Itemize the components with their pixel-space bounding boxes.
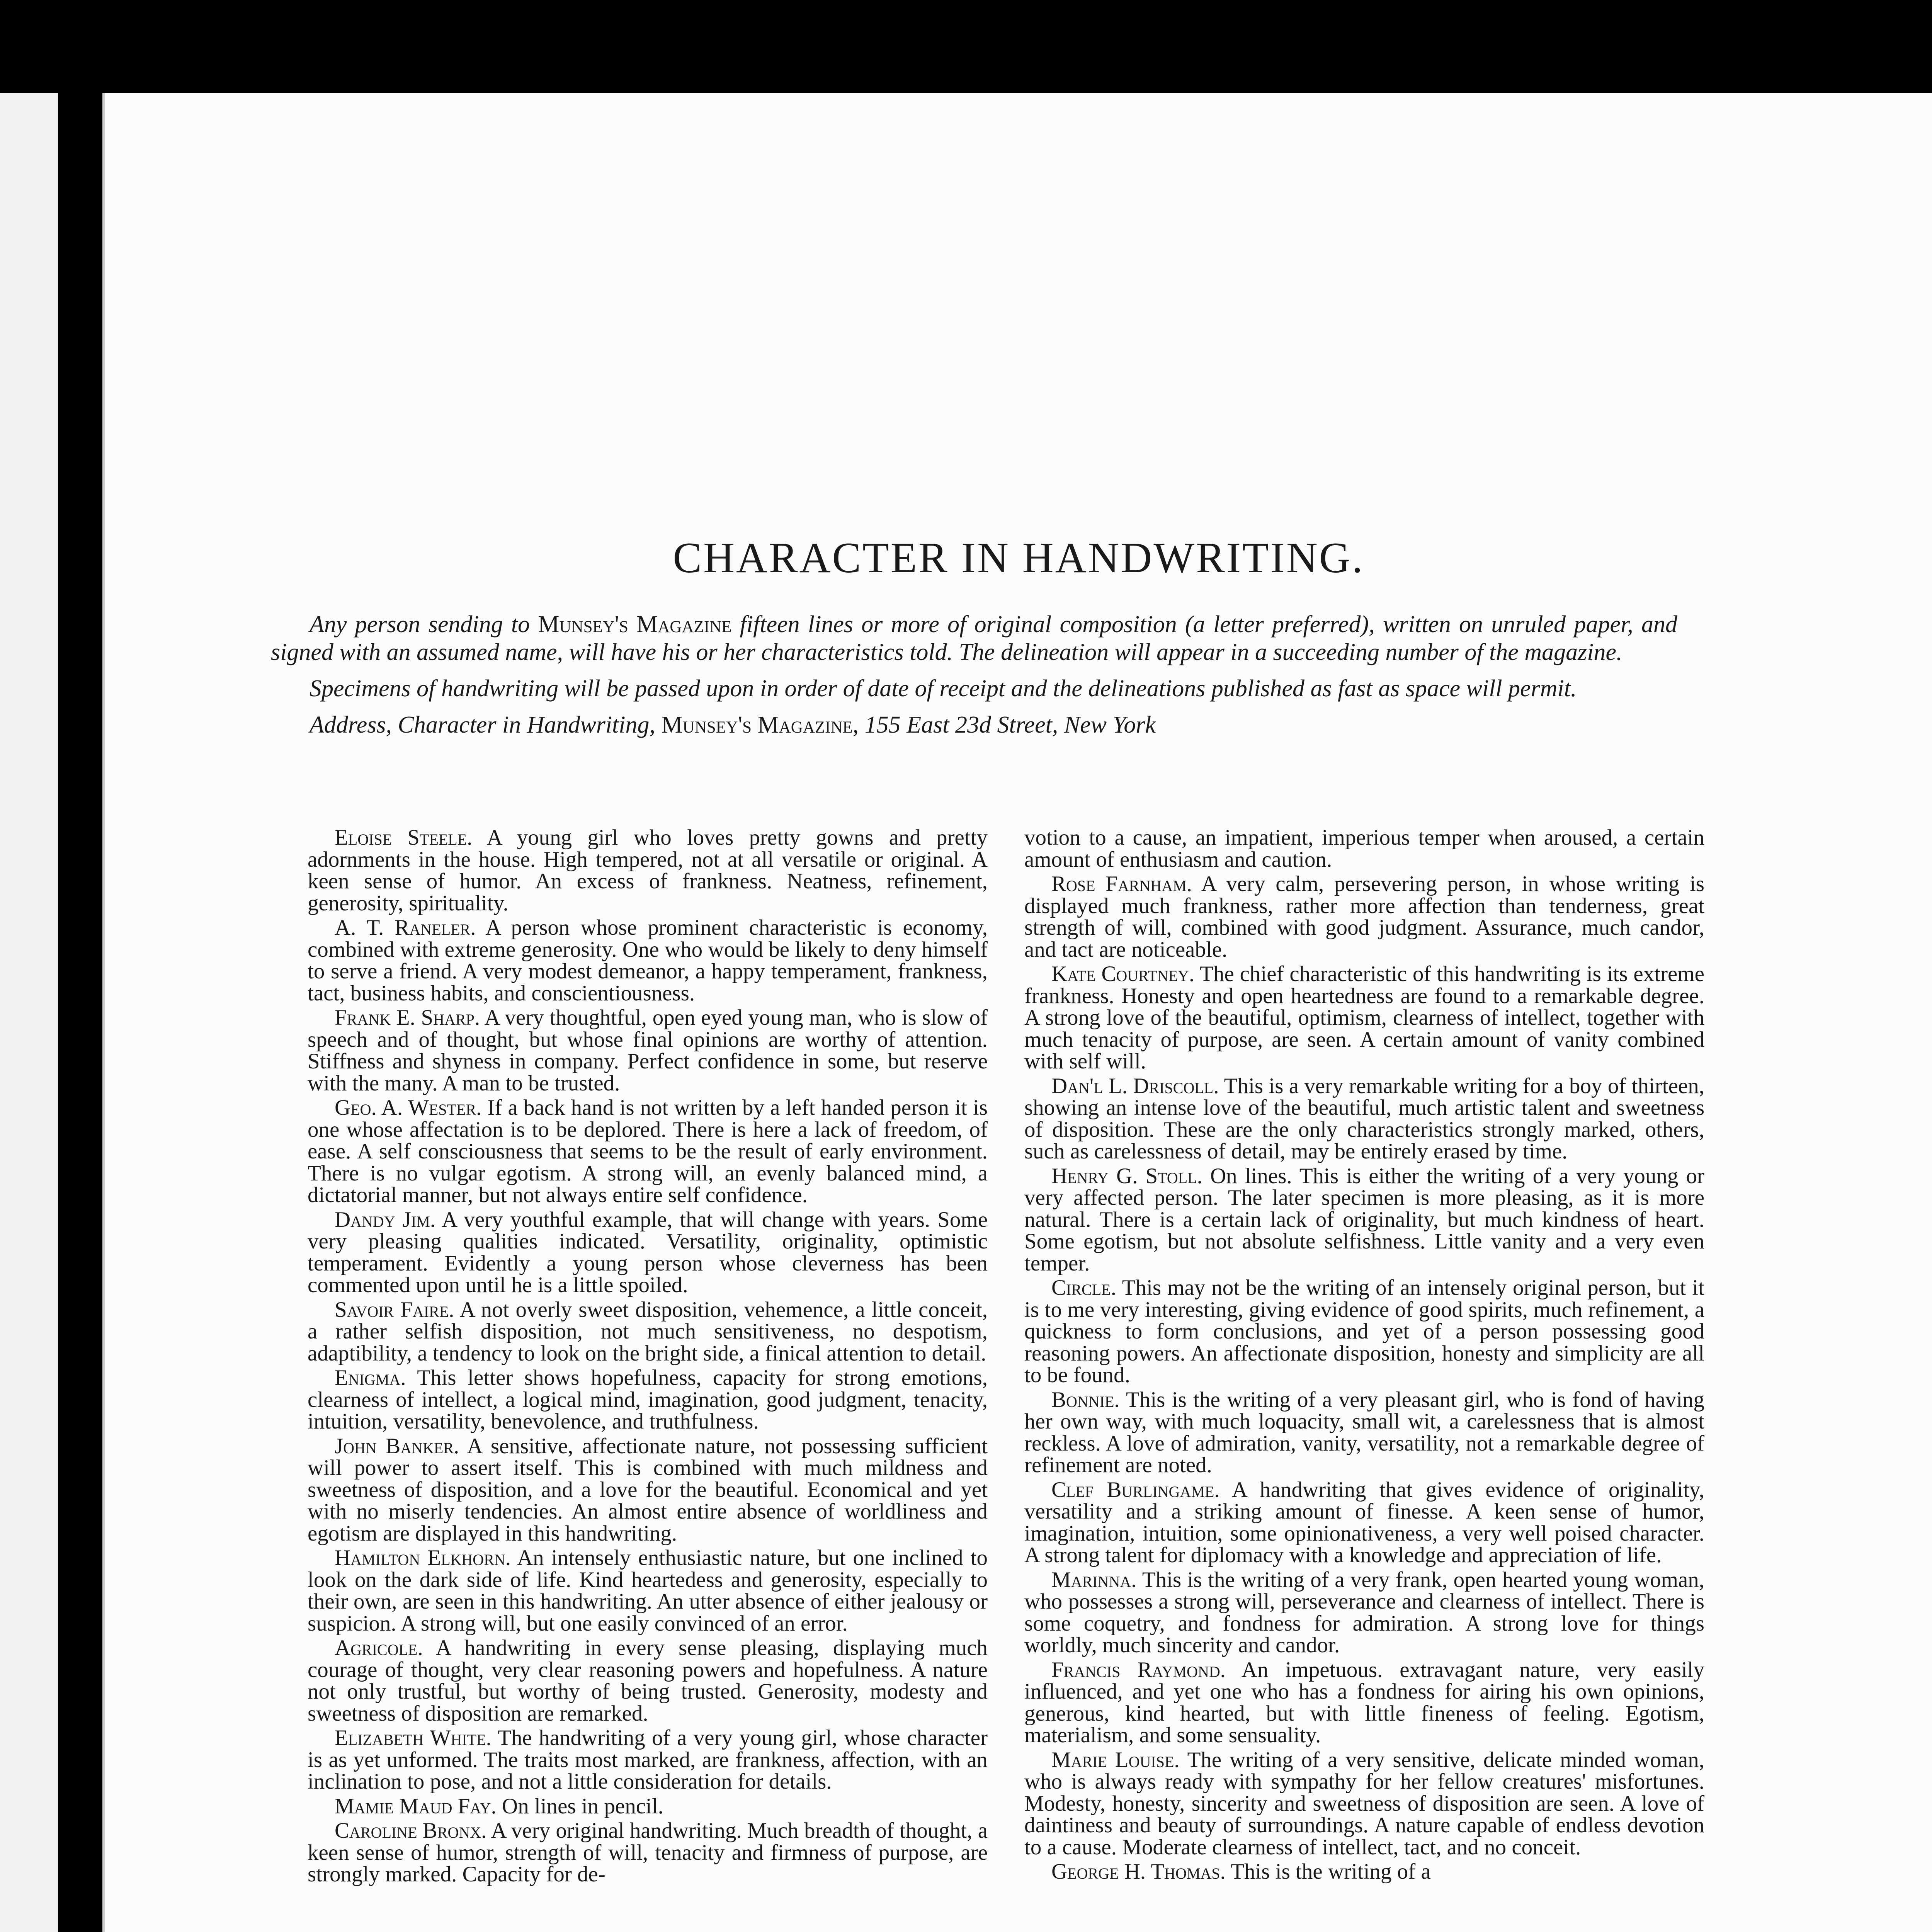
entry: A. T. Raneler. A person whose prominent characteristic is economy, combined with extreme generosity. One who would be likely to deny himself to serve a friend. A very modest demeanor, a happy temperament, frankness, tact, business habits, and conscientiousness. (308, 915, 988, 1005)
adjacent-page-edge (0, 93, 58, 1932)
entry: Dan'l L. Driscoll. This is a very remarkable writing for a boy of thirteen, showing an intense love of the beautiful, much artistic talent and sweetness of disposition. These are the only characteristics strongly marked, others, such as carelessness of detail, may be entirely erased by time. (1024, 1073, 1704, 1163)
entry: Marie Louise. The writing of a very sensitive, delicate minded woman, who is always ready with sympathy for her fellow creatures' misfortunes. Modesty, honesty, sincerity and sweetness of disposition are seen. A love of daintiness and beauty of surroundings. A nature capable of endless devotion to a cause. Moderate clearness of intellect, tact, and no conceit. (1024, 1747, 1704, 1859)
entry: John Banker. A sensitive, affectionate nature, not possessing sufficient will power to assert itself. This is combined with much mildness and sweetness of disposition, and a love for the beautiful. Economical and yet with no miserly tendencies. An almost entire absence of worldliness and egotism are displayed in this handwriting. (308, 1434, 988, 1546)
intro-paragraph-3: Address, Character in Handwriting, Munsey's Magazine, 155 East 23d Street, New York (310, 712, 1156, 738)
left-column (308, 827, 988, 1888)
entry: Mamie Maud Fay. On lines in pencil. (335, 1794, 663, 1818)
entry: Savoir Faire. A not overly sweet disposition, vehemence, a little conceit, a rather selfish disposition, not much sensitiveness, no despotism, adaptibility, a tendency to look on the bright side, a finical attention to detail. (308, 1297, 988, 1366)
entry: Dandy Jim. A very youthful example, that will change with years. Some very pleasing qualities indicated. Versatility, originality, optimistic temperament. Evidently a young person whose cleverness has been commented upon until he is a little spoiled. (308, 1207, 988, 1297)
entry: George H. Thomas. This is the writing of a (1051, 1859, 1431, 1884)
article-intro (271, 611, 1677, 747)
entry: Agricole. A handwriting in every sense pleasing, displaying much courage of thought, very clear reasoning powers and hopefulness. A nature not only trustful, but worthy of being trusted. Generosity, modesty and sweetness of disposition are remarked. (308, 1636, 988, 1726)
entry: Enigma. This letter shows hopefulness, capacity for strong emotions, clearness of intellect, a logical mind, imagination, good judgment, tenacity, intuition, versatility, benevolence, and truthfulness. (308, 1366, 988, 1434)
intro-paragraph-1: Any person sending to Munsey's Magazine fifteen lines or more of original composition (a letter preferred), written on unruled paper, and signed with an assumed name, will have his or her characteristics told. The delineation will appear in a succeeding number of the magazine. (271, 611, 1678, 665)
entry: Circle. This may not be the writing of an intensely original person, but it is to me very interesting, giving evidence of good spirits, much refinement, a quickness to form conclusions, and yet of a person possessing good reasoning powers. An affectionate disposition, honesty and simplicity are all to be found. (1024, 1276, 1704, 1387)
entry: Caroline Bronx. A very original handwriting. Much breadth of thought, a keen sense of humor, strength of will, tenacity and firmness of purpose, are strongly marked. Capacity for de- (308, 1818, 988, 1886)
magazine-page (102, 93, 1932, 1932)
entry: Henry G. Stoll. On lines. This is either the writing of a very young or very affected person. The later specimen is more pleasing, as it is more natural. There is a certain lack of originality, but much kindness of heart. Some egotism, but not absolute selfishness. Little vanity and a very even temper. (1024, 1163, 1705, 1276)
entry: Hamilton Elkhorn. An intensely enthusiastic nature, but one inclined to look on the dark side of life. Kind heartedess and generosity, especially to their own, are seen in this handwriting. An utter absence of either jealousy or suspicion. A strong will, but one easily convinced of an error. (308, 1546, 988, 1636)
entry: Bonnie. This is the writing of a very pleasant girl, who is fond of having her own way, with much loquacity, small wit, a carelessness that is almost reckless. A love of admiration, vanity, versatility, not a remarkable degree of refinement are noted. (1024, 1387, 1704, 1477)
entry: Eloise Steele. A young girl who loves pretty gowns and pretty adornments in the house. High tempered, not at all versatile or original. A keen sense of humor. An excess of frankness. Neatness, refinement, generosity, spirituality. (308, 825, 988, 915)
entry: Kate Courtney. The chief characteristic of this handwriting is its extreme frankness. Honesty and open heartedness are found to a remarkable degree. A strong love of the beautiful, optimism, clearness of intellect, together with much tenacity of purpose, are seen. A certain amount of vanity combined with self will. (1024, 962, 1704, 1073)
entry: Rose Farnham. A very calm, persevering person, in whose writing is displayed much frankness, rather more affection than tenderness, great strength of will, combined with good judgment. Assurance, much candor, and tact are noticeable. (1024, 872, 1704, 962)
article-title: CHARACTER IN HANDWRITING. (673, 534, 1364, 582)
entry: Clef Burlingame. A handwriting that gives evidence of originality, versatility and a striking amount of finesse. A keen sense of humor, imagination, intuition, some opinionativeness, a very well poised character. A strong talent for diplomacy with a knowledge and appreciation of life. (1024, 1477, 1704, 1567)
entry: Geo. A. Wester. If a back hand is not written by a left handed person it is one whose affectation is to be deplored. There is here a lack of freedom, of ease. A self consciousness that seems to be the result of early environment. There is no vulgar egotism. A strong will, an evenly balanced mind, a dictatorial manner, but not always entire self confidence. (308, 1095, 988, 1207)
entry-continuation: votion to a cause, an impatient, imperious temper when aroused, a certain amount of enthusiasm and caution. (1024, 825, 1704, 872)
entry: Elizabeth White. The handwriting of a very young girl, whose character is as yet unformed. The traits most marked, are frankness, affection, with an inclination to pose, and not a little consideration for details. (308, 1726, 988, 1794)
entry: Frank E. Sharp. A very thoughtful, open eyed young man, who is slow of speech and of thought, but whose final opinions are worthy of attention. Stiffness and shyness in company. Perfect confidence in some, but reserve with the many. A man to be trusted. (308, 1005, 988, 1095)
intro-paragraph-2: Specimens of handwriting will be passed upon in order of date of receipt and the delineations published as fast as space will permit. (310, 675, 1577, 702)
entry: Francis Raymond. An impetuous. extravagant nature, very easily influenced, and yet one who has a fondness for airing his own opinions, generous, kind hearted, but with little fineness of feeling. Egotism, materialism, and some sensuality. (1024, 1657, 1704, 1747)
entry: Marinna. This is the writing of a very frank, open hearted young woman, who possesses a strong will, perseverance and clearness of intellect. There is some coquetry, and fondness for admiration. A strong love for things worldly, much sincerity and candor. (1024, 1567, 1704, 1657)
right-column (1024, 827, 1704, 1886)
